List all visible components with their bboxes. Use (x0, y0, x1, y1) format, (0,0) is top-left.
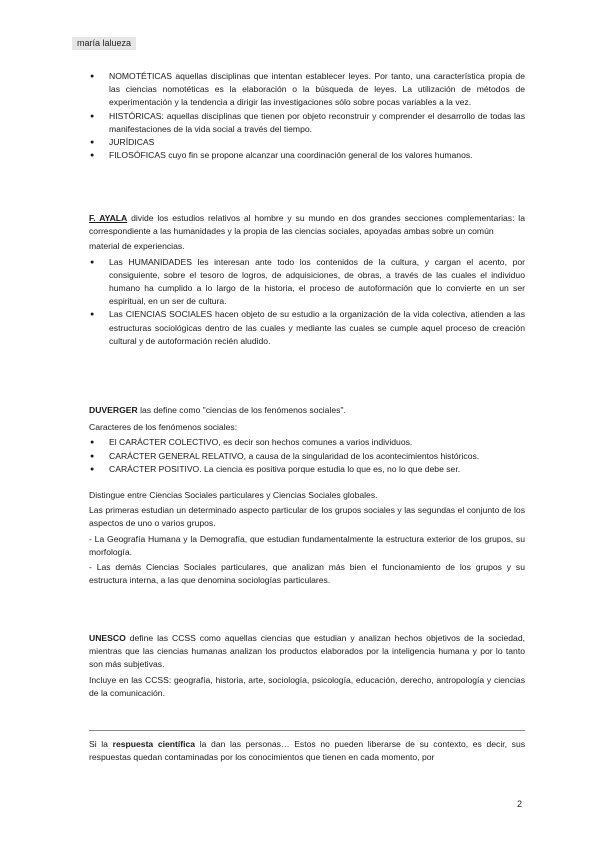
list-item: ● Las CIENCIAS SOCIALES hacen objeto de su estudio a la organización de la vida colectiva, atienden a las estructuras sociológicas dentro de las cuales y mediante las cuales se cumple aquel proceso de creación cultural y de autoformación recién aludido. (89, 308, 525, 348)
author-header: maría lalueza (72, 37, 136, 50)
page-number: 2 (517, 799, 523, 809)
distingue-paragraph: Distingue entre Ciencias Sociales particulares y Ciencias Sociales globales. (89, 490, 378, 501)
ayala-paragraph (89, 212, 525, 238)
duverger-name: DUVERGER (89, 405, 138, 415)
demas-paragraph: - Las demás Ciencias Sociales particulares, que analizan más bien el funcionamiento de los grupos y su estructura interna, a las que denomina sociologías particulares. (89, 562, 525, 586)
list-item: ● El CARÁCTER COLECTIVO, es decir son hechos comunes a varios individuos. (89, 436, 525, 449)
section-unesco (89, 632, 525, 702)
ayala-intro-continued: material de experiencias. (89, 241, 185, 252)
list-item: ● CARÁCTER POSITIVO. La ciencia es positiva porque estudia lo que es, no lo que debe ser. (89, 463, 525, 476)
incluye-paragraph: Incluye en las CCSS: geografía, historia, arte, sociología, psicología, educación, derecho, antropología y ciencias de la comunicación. (89, 674, 525, 698)
list-item: ● FILOSÓFICAS cuyo fin se propone alcanzar una coordinación general de los valores humanos. (89, 149, 525, 162)
respuesta-paragraph (89, 738, 525, 764)
duverger-intro: las define como "ciencias de los fenómenos sociales". (140, 405, 346, 415)
caracteres-heading: Caracteres de los fenómenos sociales: (89, 422, 238, 433)
list-item: ● JURÍDICAS (89, 136, 525, 149)
respuesta-pre: Si la (89, 739, 108, 749)
unesco-intro: define las CCSS como aquellas ciencias que estudian y analizan hechos objetivos de la sociedad, mientras que las ciencias humanas analizan los productos elaborados por la inteligencia humana y por lo tanto son más subjetivas. (89, 633, 525, 670)
unesco-name: UNESCO (89, 633, 126, 643)
list-item: ● Las HUMANIDADES les interesan ante todo los contenidos de la cultura, y cargan el acento, por consiguiente, sobre el tesoro de logros, de adquisiciones, de obras, a través de las cuales el individuo humano ha cumplido a lo largo de la historia, el proceso de autoformación que lo convierte en un ser espiritual, en un ser de cultura. (89, 256, 525, 309)
respuesta-post: la dan las personas… Estos no pueden liberarse de su contexto, es decir, sus respuestas quedan contaminadas por los conocimientos que tienen en cada momento, por (89, 739, 526, 763)
list-item: ● CARÁCTER GENERAL RELATIVO, a causa de la singularidad de los acontecimientos históricos. (89, 450, 525, 463)
unesco-paragraph (89, 632, 525, 672)
ayala-intro: divide los estudios relativos al hombre y su mundo en dos grandes secciones complementarias: la correspondiente a las humanidades y la propia de las ciencias sociales, apoyadas ambas sobre un común (89, 213, 525, 237)
section-types-list (89, 70, 525, 162)
section-ayala (89, 212, 525, 348)
list-item: ● NOMOTÉTICAS aquellas disciplinas que intentan establecer leyes. Por tanto, una característica propia de las ciencias nomotéticas es la elaboración o la búsqueda de leyes. La utilización de métodos de experimentación y la tendencia a dirigir las investigaciones sólo sobre pocas variables a la vez. (89, 70, 525, 110)
respuesta-bold: respuesta científica (112, 739, 196, 749)
duverger-paragraph (89, 404, 525, 417)
section-duverger (89, 404, 525, 589)
horizontal-divider (89, 730, 525, 731)
geografia-paragraph: - La Geografía Humana y la Demografía, que estudian fundamentalmente la estructura exterior de los grupos, su morfología. (89, 533, 525, 557)
primeras-paragraph: Las primeras estudian un determinado aspecto particular de los grupos sociales y las segundas el conjunto de los aspectos de uno o varios grupos. (89, 505, 525, 529)
section-respuesta (89, 738, 525, 766)
list-item: ● HISTÓRICAS: aquellas disciplinas que tienen por objeto reconstruir y comprender el desarrollo de todas las manifestaciones de la vida social a través del tiempo. (89, 110, 525, 136)
ayala-name: F. AYALA (89, 213, 128, 223)
